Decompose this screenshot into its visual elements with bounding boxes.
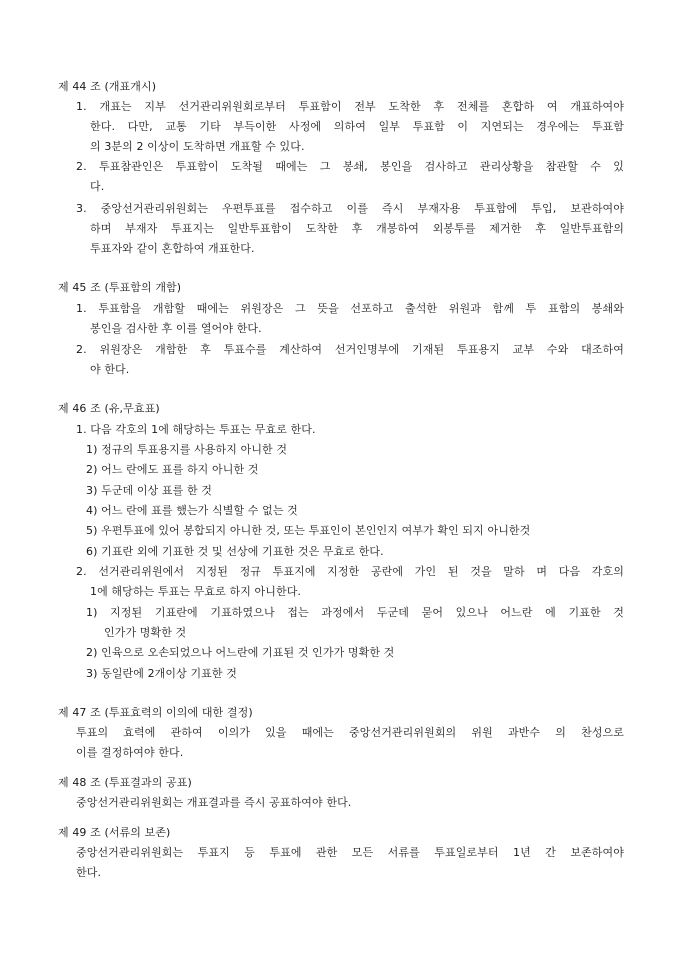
clause-3-cont: 하며 부재자 투표지는 일반투표함이 도착한 후 개봉하여 외봉투를 제거한 후 일반투표함의 <box>90 222 624 235</box>
article-body-cont: 한다. <box>76 866 102 879</box>
clause-1: 1. 개표는 지부 선거관리위원회로부터 투표함이 전부 도착한 후 전체를 혼합하 여 개표하여야 <box>76 100 624 113</box>
sub-item-1-cont: 인가가 명확한 것 <box>104 626 187 639</box>
clause-3-cont: 투표자와 같이 혼합하여 개표한다. <box>90 242 255 255</box>
article-heading: 제 48 조 (투표결과의 공표) <box>58 776 192 789</box>
article-body-cont: 이를 결정하여야 한다. <box>76 746 184 759</box>
clause-2: 2. 투표참관인은 투표함이 도착될 때에는 그 봉쇄, 봉인을 검사하고 관리상황을 참관할 수 있 <box>76 160 624 173</box>
clause-2-cont: 야 한다. <box>90 363 130 376</box>
sub-item-3: 3) 동일란에 2개이상 기표한 것 <box>86 667 237 680</box>
clause-2: 2. 위원장은 개함한 후 투표수를 계산하여 선거인명부에 기재된 투표용지 교부 수와 대조하여 <box>76 343 624 356</box>
sub-item-5: 5) 우편투표에 있어 봉합되지 아니한 것, 또는 투표인이 본인인지 여부가 확인 되지 아니한것 <box>86 524 531 537</box>
sub-item-6: 6) 기표란 외에 기표한 것 및 선상에 기표한 것은 무효로 한다. <box>86 545 384 558</box>
clause-1-cont: 봉인을 검사한 후 이를 열어야 한다. <box>90 322 262 335</box>
clause-1-cont: 한다. 다만, 교통 기타 부득이한 사정에 의하여 일부 투표함 이 지연되는 경우에는 투표함 <box>90 120 624 133</box>
article-body: 투표의 효력에 관하여 이의가 있을 때에는 중앙선거관리위원회의 위원 과반수 의 찬성으로 <box>76 726 624 739</box>
article-heading: 제 47 조 (투표효력의 이의에 대한 결정) <box>58 706 253 719</box>
article-heading: 제 44 조 (개표개시) <box>58 80 157 93</box>
sub-item-3: 3) 두군데 이상 표를 한 것 <box>86 484 213 497</box>
sub-item-2: 2) 인육으로 오손되었으나 어느란에 기표된 것 인가가 명확한 것 <box>86 646 395 659</box>
clause-2-cont: 1에 해당하는 투표는 무효로 하지 아니한다. <box>90 585 302 598</box>
article-body: 중앙선거관리위원회는 개표결과를 즉시 공표하여야 한다. <box>76 796 352 809</box>
article-heading: 제 45 조 (투표함의 개함) <box>58 281 182 294</box>
clause-3: 3. 중앙선거관리위원회는 우편투표를 접수하고 이를 즉시 부재자용 투표함에 투입, 보관하여야 <box>76 202 624 215</box>
article-heading: 제 46 조 (유,무효표) <box>58 402 160 415</box>
clause-2: 2. 선거관리위원에서 지정된 정규 투표지에 지정한 공란에 가인 된 것을 말하 며 다음 각호의 <box>76 565 624 578</box>
clause-1-cont: 의 3분의 2 이상이 도착하면 개표할 수 있다. <box>90 140 305 153</box>
sub-item-1: 1) 지정된 기표란에 기표하였으나 접는 과정에서 두군데 묻어 있으나 어느란 에 기표한 것 <box>86 606 624 619</box>
article-heading: 제 49 조 (서류의 보존) <box>58 826 171 839</box>
clause-1: 1. 투표함을 개함할 때에는 위원장은 그 뜻을 선포하고 출석한 위원과 함께 투 표함의 봉쇄와 <box>76 302 624 315</box>
sub-item-2: 2) 어느 란에도 표를 하지 아니한 것 <box>86 463 259 476</box>
clause-2-cont: 다. <box>90 180 105 193</box>
sub-item-4: 4) 어느 란에 표를 했는가 식별할 수 없는 것 <box>86 504 298 517</box>
sub-item-1: 1) 정규의 투표용지를 사용하지 아니한 것 <box>86 443 288 456</box>
clause-1: 1. 다음 각호의 1에 해당하는 투표는 무효로 한다. <box>76 423 316 436</box>
article-body: 중앙선거관리위원회는 투표지 등 투표에 관한 모든 서류를 투표일로부터 1년 간 보존하여야 <box>76 846 624 859</box>
